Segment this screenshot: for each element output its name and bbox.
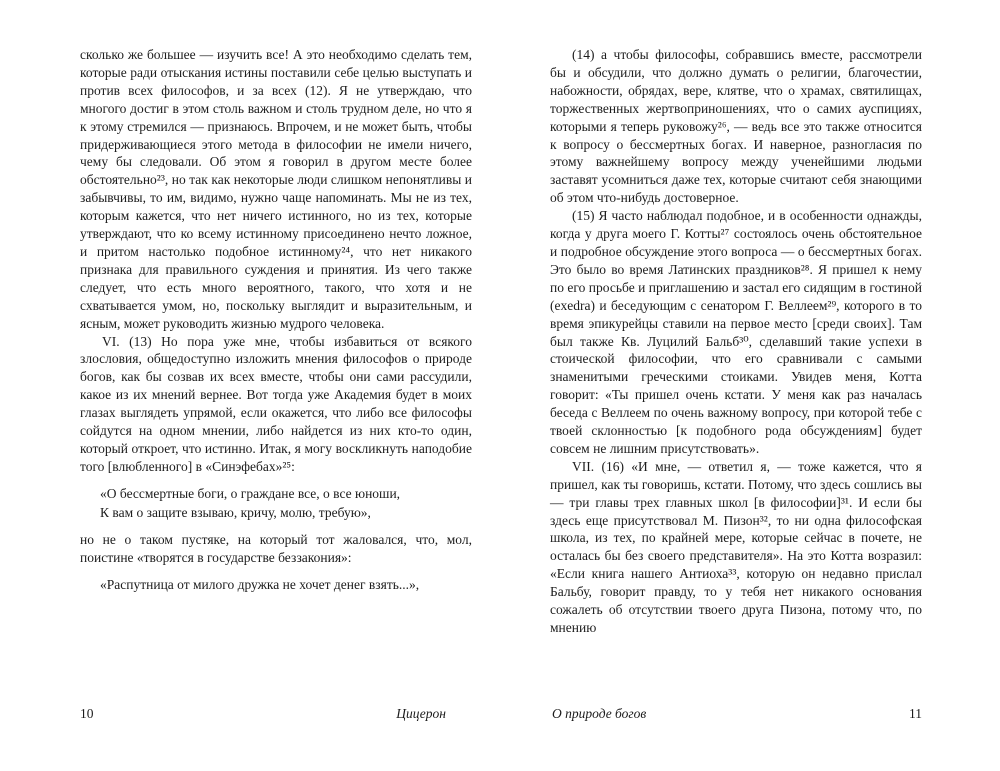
paragraph: (14) а чтобы философы, собравшись вместе, рассмотрели бы и обсудили, что должно думать о религии, благочестии, набожности, обрядах, вере, клятве, что о храмах, святилищах, торжественных жертвоприношениях, что о самих ауспициях, которыми я теперь руковожу²⁶, — ведь все это также относится к вопросу о бессмертных богах. И наверное, разногласия по этому важнейшему вопросу между ученейшими людьми заставят усомниться даже тех, которые считают себя знающими об этом что-нибудь достоверное. [550, 47, 922, 206]
running-title: О природе богов [552, 706, 647, 721]
running-title: Цицерон [396, 706, 446, 721]
paragraph: но не о таком пустяке, на который тот жаловался, что, мол, поистине «творятся в государстве беззакония»: [80, 531, 472, 565]
page-number: 11 [909, 706, 922, 721]
verse-line: «О бессмертные боги, о граждане все, о все юноши, [100, 485, 401, 501]
page-footer [80, 706, 922, 722]
page-number: 10 [80, 706, 94, 721]
footer-page-11 [550, 706, 922, 722]
paragraph: (15) Я часто наблюдал подобное, и в особенности однажды, когда у друга моего Г. Котты²⁷ состоялось очень обстоятельное и подробное обсуждение этого вопроса — о бессмертных богах. Это было во время Латинских праздников²⁸. Я пришел к нему по его просьбе и приглашению и застал его сидящим в гостиной (exedra) и беседующим с сенатором Г. Веллеем²⁹, которого в то время эпикурейцы ставили на первое место [среди своих]. Там был также Кв. Луцилий Бальб³⁰, сделавший такие успехи в стоической философии, что его сравнивали с самыми знаменитыми греческими стоиками. Увидев меня, Котта говорит: «Ты пришел очень кстати. У меня как раз началась беседа с Веллеем по очень важному вопросу, при которой тебе с твоей склонностью [к подобного рода обсуждениям] будет совсем не лишним присутствовать». [550, 208, 922, 456]
paragraph: VII. (16) «И мне, — ответил я, — тоже кажется, что я пришел, как ты говоришь, кстати. Потому, что здесь сошлись вы — три главы трех главных школ [в философии]³¹. И если бы здесь еще присутствовал М. Пизон³², то ни одна философская школа, из тех, по крайней мере, которые сейчас в почете, не осталась бы без своего представителя». На это Котта возразил: «Если книга нашего Антиоха³³, которую он недавно прислал Бальбу, говорит правду, то у тебя нет никакого основания сожалеть об отсутствии твоего друга Пизона, потому что, по мнению [550, 458, 922, 635]
verse-line: «Распутница от милого дружка не хочет денег взять...», [100, 576, 420, 592]
verse-quote [100, 484, 472, 523]
footer-page-10 [80, 706, 472, 722]
page-11-text-column [550, 46, 922, 637]
verse-line: К вам о защите взываю, кричу, молю, требую», [100, 505, 371, 521]
page-10-text-column [80, 46, 472, 637]
page-body [80, 46, 922, 637]
paragraph: VI. (13) Но пора уже мне, чтобы избавиться от всякого злословия, общедоступно изложить мнения философов о природе богов, как бы созвав их всех вместе, чтобы они сами рассудили, какое из их мнений вернее. Вот тогда уже Академия будет в моих глазах выглядеть упрямой, если окажется, что либо все философы сойдутся на одном мнении, либо найдется из них кто-то один, который откроет, что истинно. Итак, я могу воскликнуть наподобие того [влюбленного] в «Синэфебах»²⁵: [80, 333, 472, 474]
paragraph: сколько же большее — изучить все! А это необходимо сделать тем, которые ради отыскания истины поставили себе целью выступать и против всех философов, и за всех (12). Я не утверждаю, что многого достиг в этом столь важном и столь трудном деле, но что я к этому стремился — признаюсь. Впрочем, и не может быть, чтобы придерживающиеся этого метода в философии не имели ничего, чему бы следовали. Об этом я говорил в другом месте более обстоятельно²³, но так как некоторые люди слишком непонятливы и забывчивы, то им, видимо, нужно чаще напоминать. Мы не из тех, которым кажется, что нет ничего истинного, но из тех, которые утверждают, что ко всему истинному присоединено нечто ложное, и притом настолько подобное истинному²⁴, что нет никакого признака для правильного суждения и принятия. Из чего также следует, что есть много вероятного, такого, что хотя и не схватывается умом, но, поскольку выглядит и выразительным, и ясным, может руководить жизнью мудрого человека. [80, 47, 472, 331]
verse-quote [100, 575, 472, 595]
